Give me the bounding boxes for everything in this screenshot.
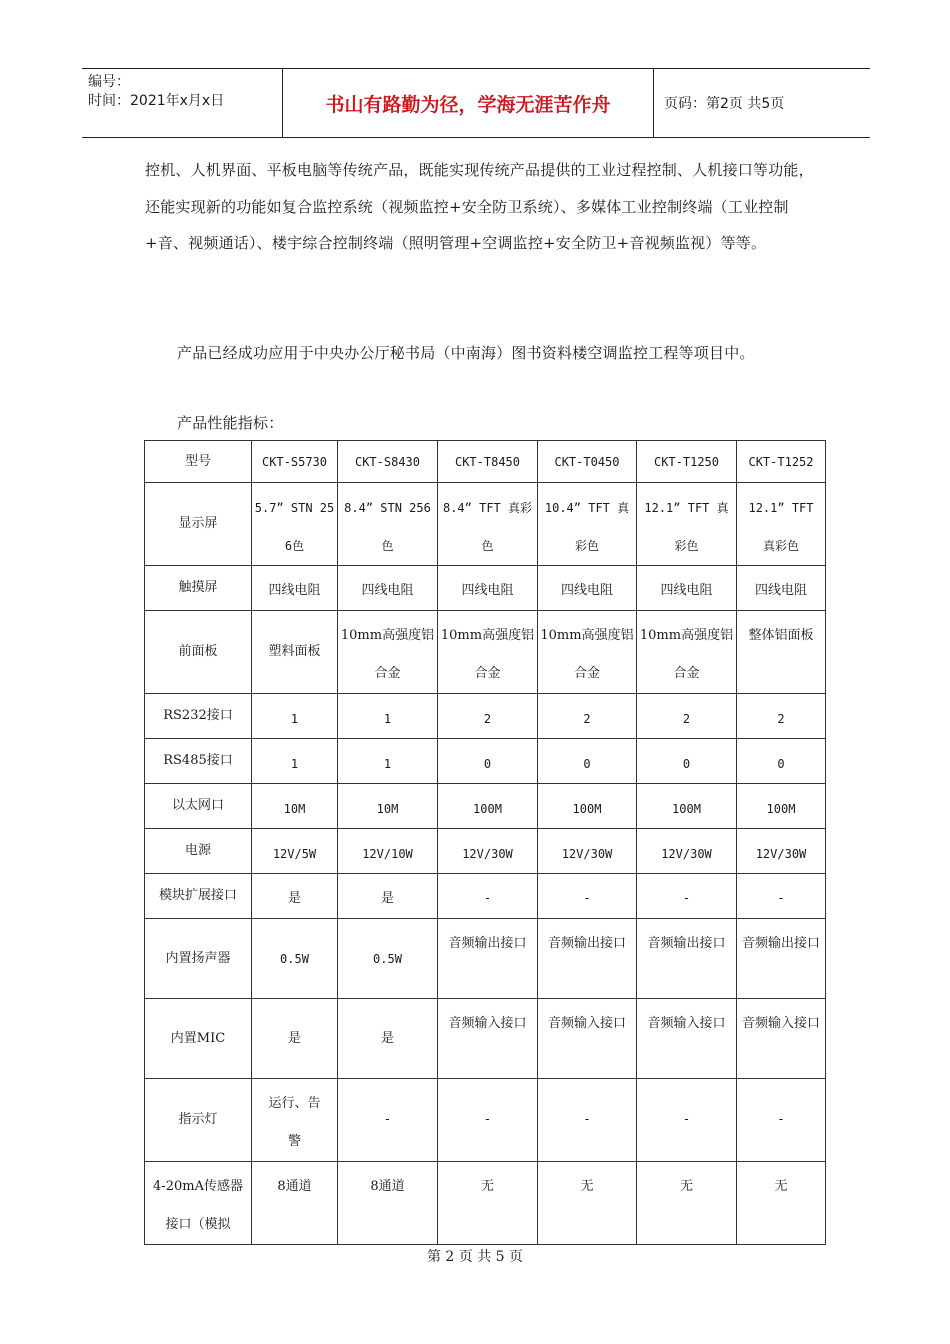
table-cell: 12V/30W	[737, 829, 826, 874]
table-cell: 12V/30W	[538, 829, 637, 874]
table-cell: -	[637, 874, 737, 919]
table-cell: 无	[637, 1162, 737, 1245]
table-cell: 2	[438, 694, 538, 739]
table-cell: 5.7” STN 256色	[252, 483, 338, 566]
row-label: 以太网口	[145, 784, 252, 829]
table-cell: 10mm高强度铝合金	[438, 611, 538, 694]
table-cell: 12.1” TFT 真彩色	[737, 483, 826, 566]
table-cell: 四线电阻	[438, 566, 538, 611]
table-cell: -	[538, 874, 637, 919]
table-cell: 12V/30W	[438, 829, 538, 874]
table-cell: 音频输入接口	[538, 999, 637, 1079]
row-label: 模块扩展接口	[145, 874, 252, 919]
table-cell: 无	[438, 1162, 538, 1245]
table-cell: 音频输出接口	[438, 919, 538, 999]
table-cell: 四线电阻	[252, 566, 338, 611]
row-label: 触摸屏	[145, 566, 252, 611]
table-cell: 音频输入接口	[637, 999, 737, 1079]
table-cell: 8.4” STN 256色	[338, 483, 438, 566]
row-label: RS232接口	[145, 694, 252, 739]
table-cell: 1	[338, 739, 438, 784]
table-cell: 10.4” TFT 真彩色	[538, 483, 637, 566]
header-cell: CKT-S5730	[252, 441, 338, 483]
table-cell: 四线电阻	[737, 566, 826, 611]
table-cell: 是	[252, 874, 338, 919]
table-cell: 0	[737, 739, 826, 784]
table-row	[145, 694, 826, 739]
row-label: 电源	[145, 829, 252, 874]
table-row	[145, 739, 826, 784]
table-cell: 音频输入接口	[737, 999, 826, 1079]
table-cell: 12V/10W	[338, 829, 438, 874]
header-motto: 书山有路勤为径，学海无涯苦作舟	[282, 69, 654, 137]
document-date: 时间：2021年x月x日	[88, 93, 225, 109]
table-row	[145, 566, 826, 611]
table-cell: 0	[438, 739, 538, 784]
header-cell: CKT-T1252	[737, 441, 826, 483]
table-cell: 音频输出接口	[737, 919, 826, 999]
table-row	[145, 999, 826, 1079]
table-cell: -	[538, 1079, 637, 1162]
row-label: RS485接口	[145, 739, 252, 784]
row-label: 指示灯	[145, 1079, 252, 1162]
table-cell: 音频输出接口	[637, 919, 737, 999]
table-cell: 音频输入接口	[438, 999, 538, 1079]
table-row	[145, 784, 826, 829]
paragraph-spec-heading: 产品性能指标：	[177, 414, 284, 432]
header-meta	[82, 69, 282, 137]
table-cell: 四线电阻	[538, 566, 637, 611]
header-cell: CKT-T8450	[438, 441, 538, 483]
table-cell: 2	[538, 694, 637, 739]
table-cell: 0.5W	[338, 919, 438, 999]
table-cell: 2	[737, 694, 826, 739]
header-cell: CKT-T0450	[538, 441, 637, 483]
table-row	[145, 1079, 826, 1162]
table-row	[145, 874, 826, 919]
table-cell: 8通道	[252, 1162, 338, 1245]
table-cell: 12V/30W	[637, 829, 737, 874]
page-header	[82, 68, 870, 138]
table-cell: -	[737, 1079, 826, 1162]
table-cell: 10M	[338, 784, 438, 829]
row-label: 4-20mA传感器接口（模拟	[145, 1162, 252, 1245]
header-cell: 型号	[145, 441, 252, 483]
table-cell: -	[637, 1079, 737, 1162]
header-cell: CKT-T1250	[637, 441, 737, 483]
table-cell: 四线电阻	[637, 566, 737, 611]
table-cell: 8通道	[338, 1162, 438, 1245]
row-label: 前面板	[145, 611, 252, 694]
header-page-info: 页码：第2页 共5页	[664, 96, 785, 112]
table-cell: 整体铝面板	[737, 611, 826, 694]
page-footer: 第 2 页 共 5 页	[426, 1249, 524, 1265]
table-cell: 是	[338, 999, 438, 1079]
table-cell: 100M	[438, 784, 538, 829]
table-header-row	[145, 441, 826, 483]
table-cell: -	[338, 1079, 438, 1162]
table-row	[145, 611, 826, 694]
table-cell: 是	[252, 999, 338, 1079]
header-cell: CKT-S8430	[338, 441, 438, 483]
table-cell: 10M	[252, 784, 338, 829]
table-cell: 12V/5W	[252, 829, 338, 874]
table-cell: 100M	[637, 784, 737, 829]
table-cell: 无	[538, 1162, 637, 1245]
paragraph-application: 产品已经成功应用于中央办公厅秘书局（中南海）图书资料楼空调监控工程等项目中。	[177, 344, 755, 362]
table-cell: 2	[637, 694, 737, 739]
row-label: 内置MIC	[145, 999, 252, 1079]
table-cell: 100M	[737, 784, 826, 829]
table-cell: 8.4” TFT 真彩色	[438, 483, 538, 566]
row-label: 内置扬声器	[145, 919, 252, 999]
table-cell: 100M	[538, 784, 637, 829]
table-cell: 10mm高强度铝合金	[538, 611, 637, 694]
table-row	[145, 483, 826, 566]
table-cell: 0	[637, 739, 737, 784]
table-cell: 12.1” TFT 真彩色	[637, 483, 737, 566]
table-cell: 1	[252, 694, 338, 739]
table-cell: 10mm高强度铝合金	[637, 611, 737, 694]
table-cell: -	[438, 874, 538, 919]
table-cell: 运行、告警	[252, 1079, 338, 1162]
table-cell: 音频输出接口	[538, 919, 637, 999]
table-cell: 0.5W	[252, 919, 338, 999]
table-cell: 无	[737, 1162, 826, 1245]
table-cell: 四线电阻	[338, 566, 438, 611]
spec-table	[144, 440, 826, 1245]
row-label: 显示屏	[145, 483, 252, 566]
table-row	[145, 829, 826, 874]
document-number: 编号：	[88, 74, 130, 90]
paragraph-product-capabilities: 控机、人机界面、平板电脑等传统产品，既能实现传统产品提供的工业过程控制、人机接口等功能，还能实现新的功能如复合监控系统（视频监控+安全防卫系统）、多媒体工业控制终端（工业控制+音、视频通话）、楼宇综合控制终端（照明管理+空调监控+安全防卫+音视频监视）等等。	[145, 161, 814, 252]
table-row	[145, 919, 826, 999]
table-cell: 1	[338, 694, 438, 739]
table-cell: 1	[252, 739, 338, 784]
table-cell: 0	[538, 739, 637, 784]
table-cell: -	[737, 874, 826, 919]
table-cell: 塑料面板	[252, 611, 338, 694]
table-cell: -	[438, 1079, 538, 1162]
table-row	[145, 1162, 826, 1245]
table-cell: 10mm高强度铝合金	[338, 611, 438, 694]
table-cell: 是	[338, 874, 438, 919]
